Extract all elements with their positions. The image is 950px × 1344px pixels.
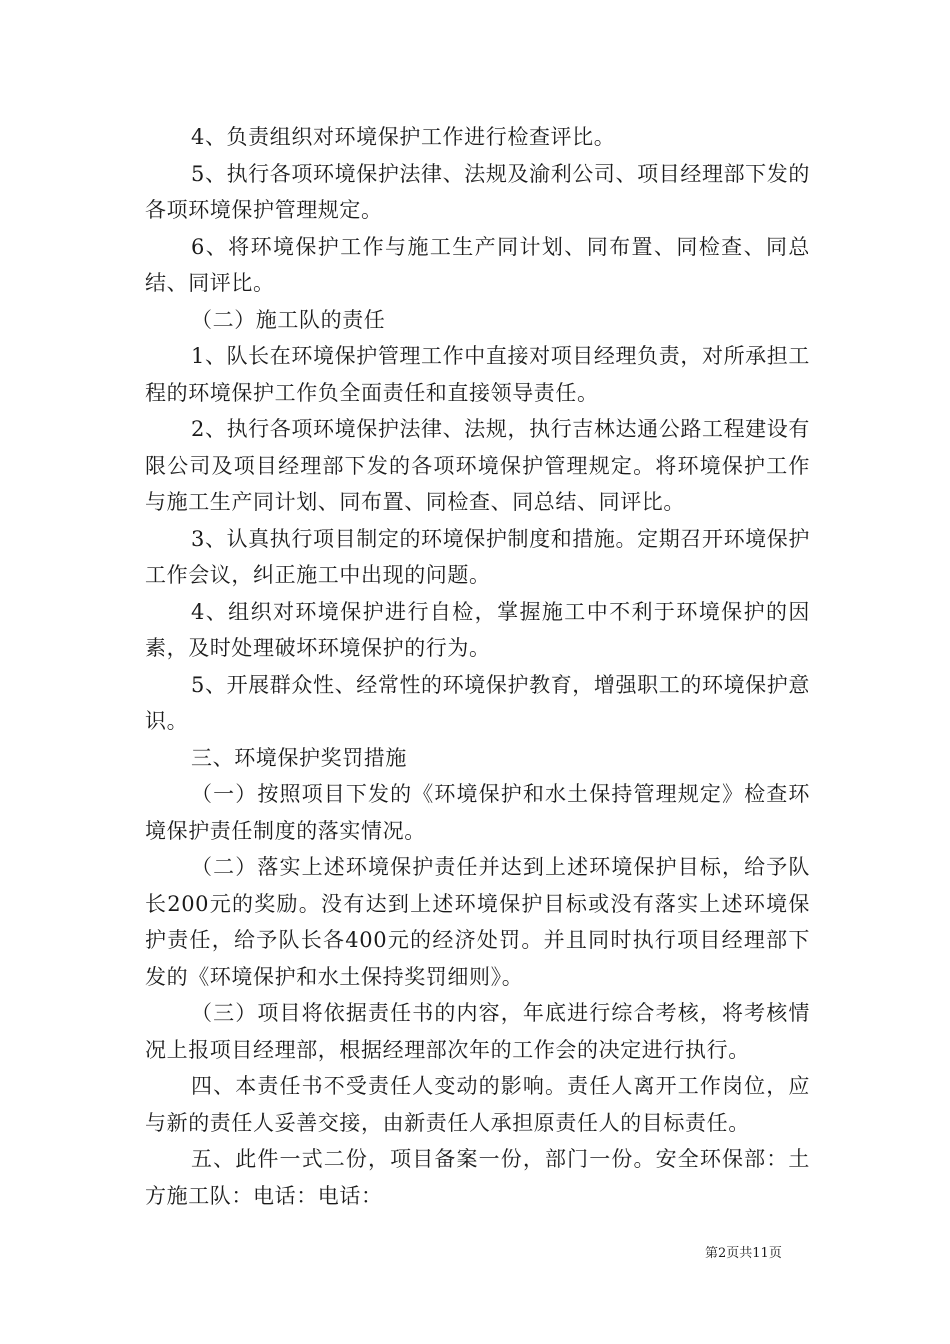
- page-number: 第2页共11页: [705, 1246, 782, 1261]
- paragraph: （二）落实上述环境保护责任并达到上述环境保护目标，给予队长200元的奖励。没有达到上述环境保护目标或没有落实上述环境保护责任，给予队长各400元的经济处罚。并且同时执行项目经理部下发的《环境保护和水土保持奖罚细则》。: [145, 855, 810, 989]
- paragraph: 3、认真执行项目制定的环境保护制度和措施。定期召开环境保护工作会议，纠正施工中出现的问题。: [145, 526, 810, 587]
- paragraph: 4、负责组织对环境保护工作进行检查评比。: [191, 125, 616, 149]
- paragraph: 2、执行各项环境保护法律、法规，执行吉林达通公路工程建设有限公司及项目经理部下发的各项环境保护管理规定。将环境保护工作与施工生产同计划、同布置、同检查、同总结、同评比。: [145, 417, 810, 514]
- section-heading: 三、环境保护奖罚措施: [191, 745, 407, 770]
- paragraph: 四、本责任书不受责任人变动的影响。责任人离开工作岗位，应与新的责任人妥善交接，由新责任人承担原责任人的目标责任。: [145, 1074, 810, 1135]
- paragraph: （一）按照项目下发的《环境保护和水土保持管理规定》检查环境保护责任制度的落实情况。: [145, 782, 810, 843]
- section-heading: （二）施工队的责任: [191, 307, 386, 332]
- document-body: [145, 119, 810, 1214]
- paragraph: 五、此件一式二份，项目备案一份，部门一份。安全环保部：土方施工队：电话：电话：: [145, 1147, 810, 1208]
- paragraph: 6、将环境保护工作与施工生产同计划、同布置、同检查、同总结、同评比。: [145, 234, 810, 295]
- paragraph: 4、组织对环境保护进行自检，掌握施工中不利于环境保护的因素，及时处理破坏环境保护的行为。: [145, 599, 810, 660]
- paragraph: 5、执行各项环境保护法律、法规及渝利公司、项目经理部下发的各项环境保护管理规定。: [145, 161, 810, 222]
- paragraph: 5、开展群众性、经常性的环境保护教育，增强职工的环境保护意识。: [145, 672, 810, 733]
- paragraph: （三）项目将依据责任书的内容，年底进行综合考核，将考核情况上报项目经理部，根据经理部次年的工作会的决定进行执行。: [145, 1001, 810, 1062]
- paragraph: 1、队长在环境保护管理工作中直接对项目经理负责，对所承担工程的环境保护工作负全面责任和直接领导责任。: [145, 344, 810, 405]
